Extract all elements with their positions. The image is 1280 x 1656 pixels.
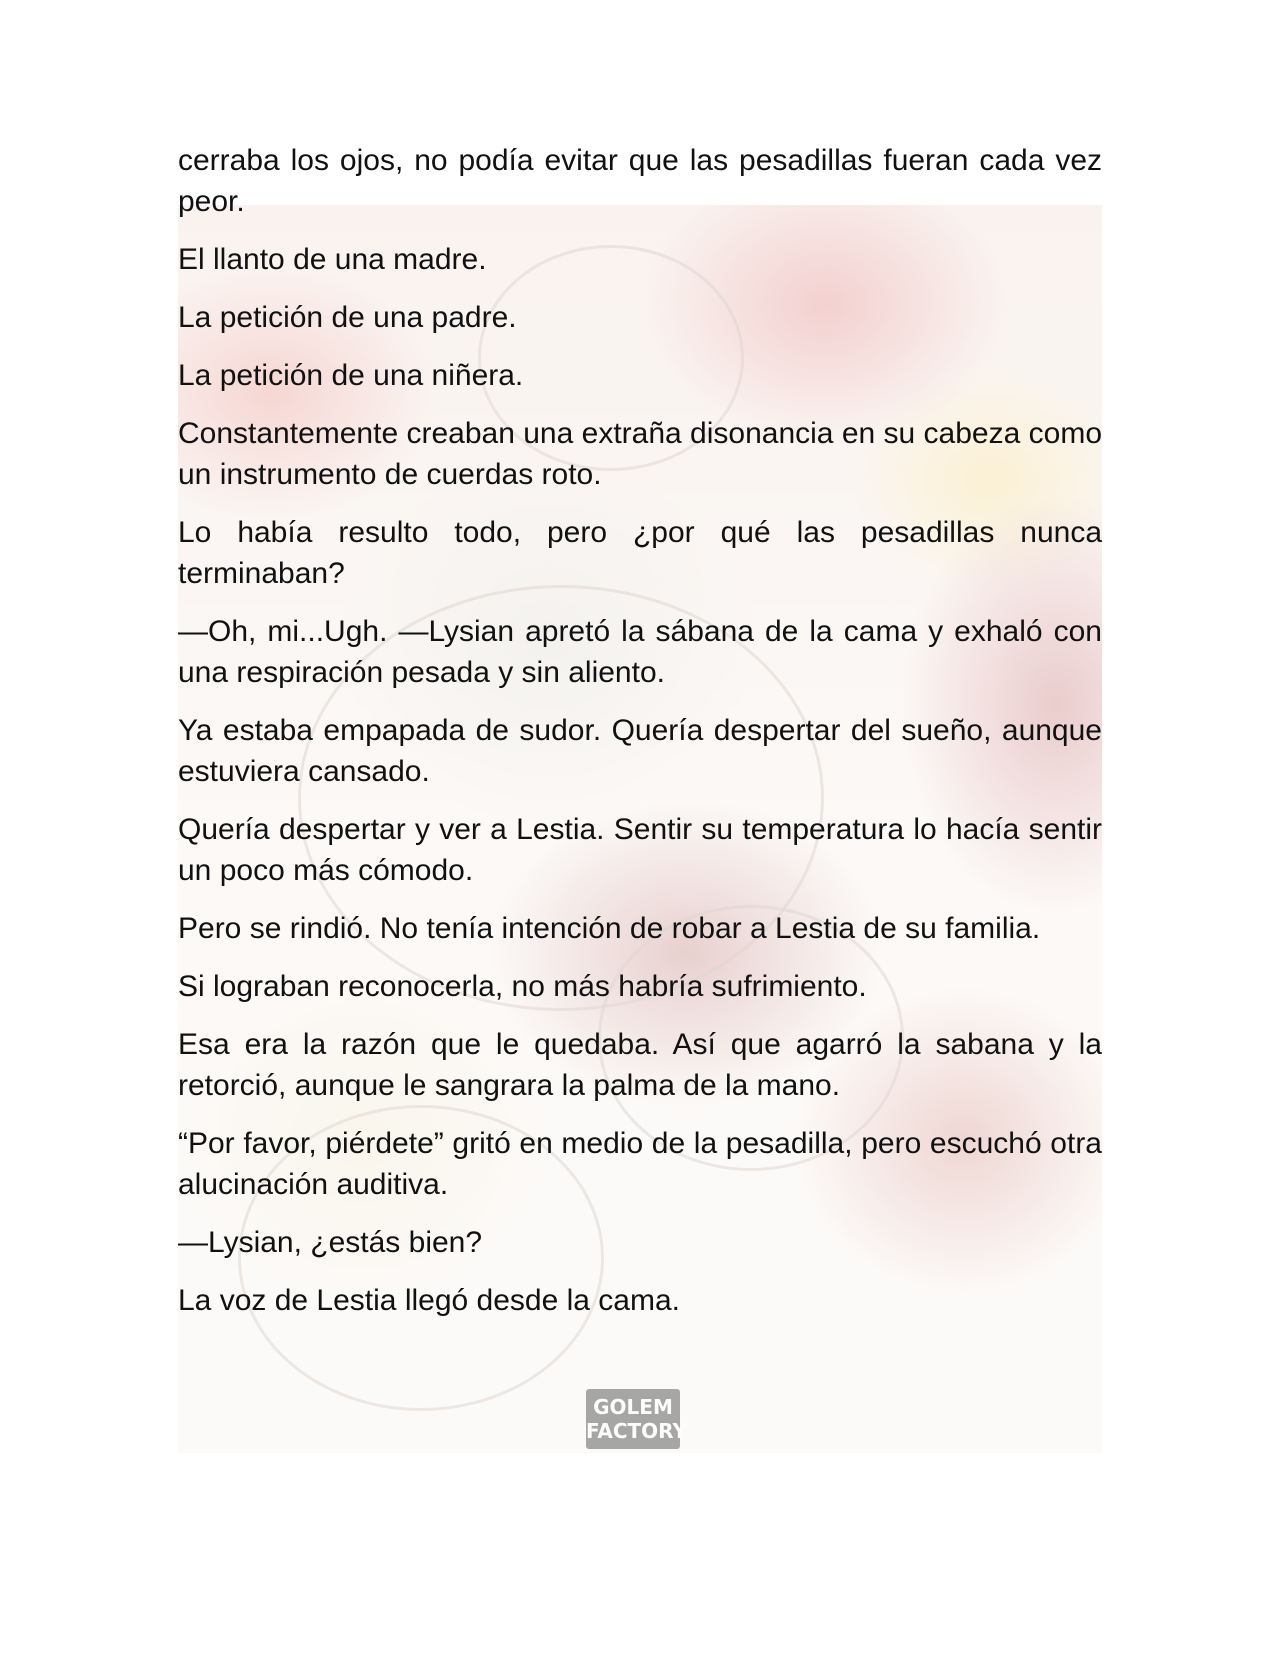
paragraph: Lo había resulto todo, pero ¿por qué las pesadillas nunca terminaban? — [178, 516, 1102, 590]
paragraph: Ya estaba empapada de sudor. Quería despertar del sueño, aunque estuviera cansado. — [178, 714, 1102, 788]
paragraph: —Oh, mi...Ugh. —Lysian apretó la sábana de la cama y exhaló con una respiración pesada y sin aliento. — [178, 615, 1102, 689]
paragraph: Si lograban reconocerla, no más habría sufrimiento. — [178, 970, 867, 1003]
paragraph: —Lysian, ¿estás bien? — [178, 1226, 483, 1259]
paragraph: Quería despertar y ver a Lestia. Sentir su temperatura lo hacía sentir un poco más cómodo. — [178, 813, 1102, 887]
paragraph: El llanto de una madre. — [178, 243, 487, 276]
paragraph: Esa era la razón que le quedaba. Así que agarró la sabana y la retorció, aunque le sangrara la palma de la mano. — [178, 1028, 1102, 1102]
logo-line-1: GOLEM — [593, 1395, 673, 1419]
paragraph: La voz de Lestia llegó desde la cama. — [178, 1284, 680, 1317]
paragraph: Pero se rindió. No tenía intención de robar a Lestia de su familia. — [178, 912, 1041, 945]
paragraph: La petición de una padre. — [178, 301, 517, 334]
paragraph: Constantemente creaban una extraña disonancia en su cabeza como un instrumento de cuerdas roto. — [178, 417, 1102, 491]
publisher-logo — [586, 1389, 687, 1449]
logo-line-2: FACTORY — [586, 1419, 687, 1443]
paragraph: “Por favor, piérdete” gritó en medio de la pesadilla, pero escuchó otra alucinación auditiva. — [178, 1127, 1102, 1201]
paragraph: La petición de una niñera. — [178, 359, 524, 392]
text-body — [178, 140, 1102, 1338]
paragraph: cerraba los ojos, no podía evitar que las pesadillas fueran cada vez peor. — [178, 144, 1102, 218]
